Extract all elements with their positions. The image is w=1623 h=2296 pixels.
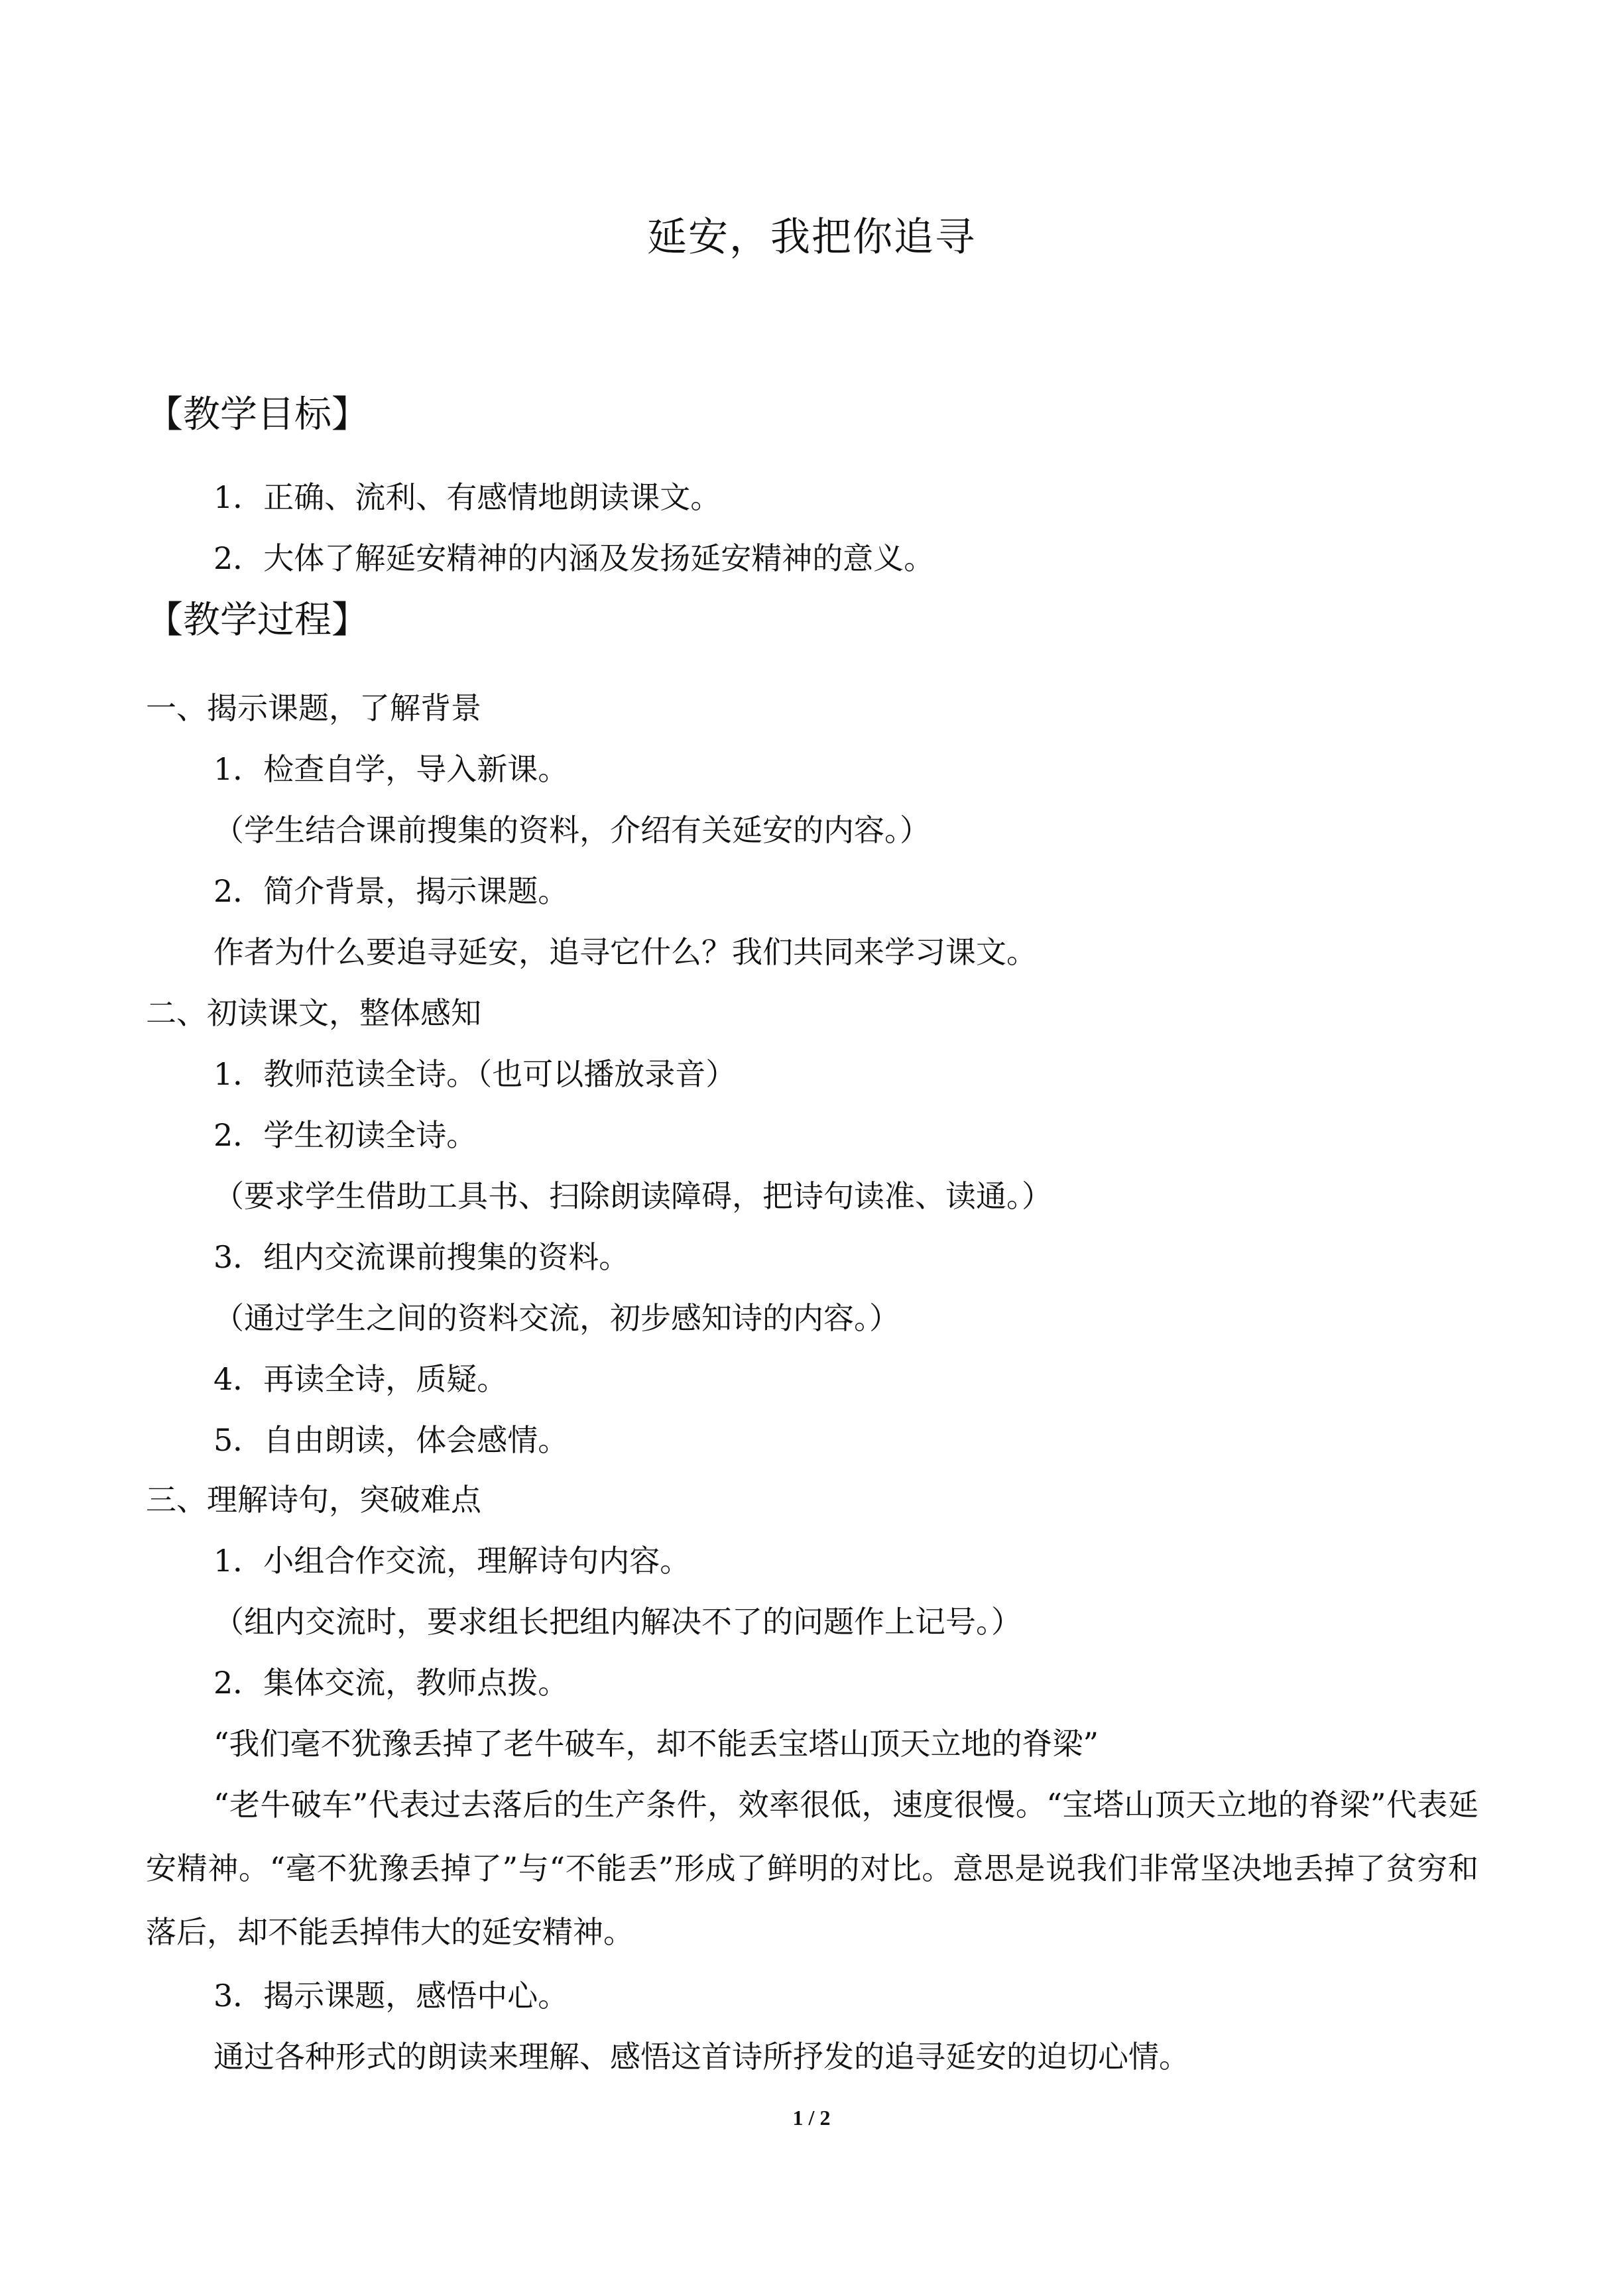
list-item: 3．组内交流课前搜集的资料。 <box>213 1239 630 1275</box>
document-title: 延安，我把你追寻 <box>647 214 976 261</box>
goal-item: 1．正确、流利、有感情地朗读课文。 <box>213 479 721 515</box>
page-number: 1 / 2 <box>792 2106 831 2130</box>
list-item: 2．集体交流，教师点拨。 <box>213 1665 569 1701</box>
list-item: （要求学生借助工具书、扫除朗读障碍，把诗句读准、读通。） <box>213 1178 1052 1214</box>
list-item: 作者为什么要追寻延安，追寻它什么？我们共同来学习课文。 <box>213 934 1037 970</box>
list-item: （组内交流时，要求组长把组内解决不了的问题作上记号。） <box>213 1604 1022 1640</box>
list-item: 3．揭示课题，感悟中心。 <box>213 1978 569 2014</box>
list-item: 4．再读全诗，质疑。 <box>213 1361 508 1397</box>
part-heading: 三、理解诗句，突破难点 <box>146 1482 481 1518</box>
explanation-paragraph: “老牛破车”代表过去落后的生产条件，效率很低，速度很慢。“宝塔山顶天立地的脊梁”代表延安精神。“毫不犹豫丢掉了”与“不能丢”形成了鲜明的对比。意思是说我们非常坚决地丢掉了贫穷和落后，却不能丢掉伟大的延安精神。 <box>146 1787 1478 1950</box>
list-item: 通过各种形式的朗读来理解、感悟这首诗所抒发的追寻延安的迫切心情。 <box>213 2039 1189 2075</box>
list-item: （学生结合课前搜集的资料，介绍有关延安的内容。） <box>213 812 930 848</box>
quote-line: “我们毫不犹豫丢掉了老牛破车，却不能丢宝塔山顶天立地的脊梁” <box>213 1726 1099 1762</box>
part-heading: 一、揭示课题，了解背景 <box>146 690 481 726</box>
goal-item: 2．大体了解延安精神的内涵及发扬延安精神的意义。 <box>213 540 935 576</box>
list-item: 1．小组合作交流，理解诗句内容。 <box>213 1543 691 1579</box>
section-heading-process: 【教学过程】 <box>146 599 369 642</box>
part-heading: 二、初读课文，整体感知 <box>146 995 481 1031</box>
list-item: 1．教师范读全诗。（也可以播放录音） <box>213 1056 737 1092</box>
list-item: （通过学生之间的资料交流，初步感知诗的内容。） <box>213 1300 900 1336</box>
list-item: 1．检查自学，导入新课。 <box>213 751 569 787</box>
list-item: 5．自由朗读，体会感情。 <box>213 1422 569 1458</box>
section-heading-goals: 【教学目标】 <box>146 393 369 436</box>
list-item: 2．学生初读全诗。 <box>213 1117 477 1153</box>
list-item: 2．简介背景，揭示课题。 <box>213 873 569 909</box>
